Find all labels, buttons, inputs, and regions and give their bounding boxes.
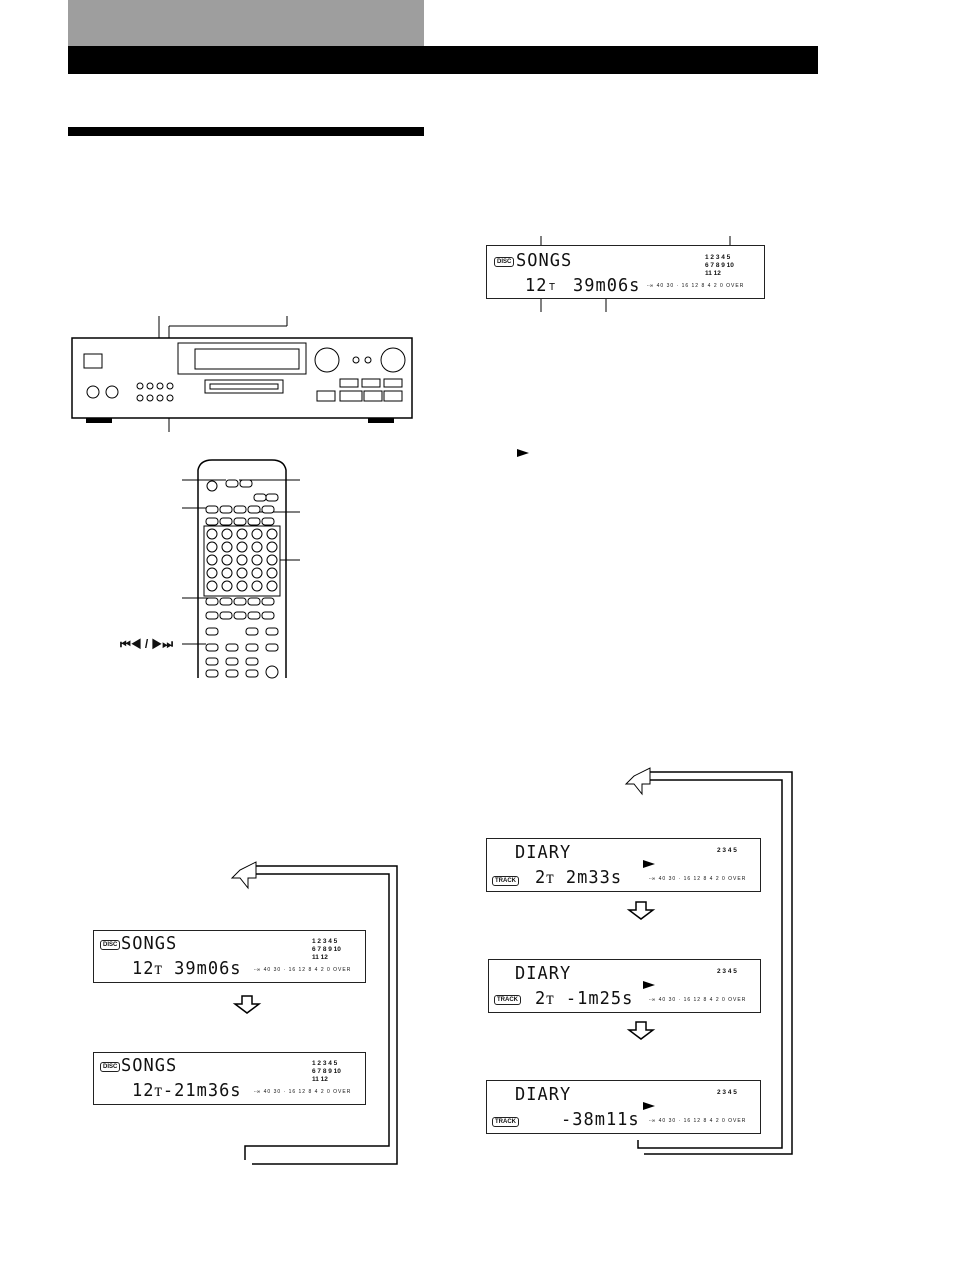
lcd-time-line: 2ᴛ 2m33s xyxy=(535,867,623,889)
lcd-track-unit: T xyxy=(549,282,557,293)
play-icon xyxy=(643,860,655,868)
lcd-time-line: 12ᴛ 39m06s xyxy=(132,958,242,980)
level-meter-scale: -∞ 40 30 · 16 12 8 4 2 0 OVER xyxy=(649,997,747,1003)
level-meter-scale: -∞ 40 30 · 16 12 8 4 2 0 OVER xyxy=(254,1089,352,1095)
level-meter-scale: -∞ 40 30 · 16 12 8 4 2 0 OVER xyxy=(254,967,352,973)
track-lcd-3 xyxy=(486,1080,761,1134)
lcd-title: DIARY xyxy=(515,963,572,985)
level-meter-scale: -∞ 40 30 · 16 12 8 4 2 0 OVER xyxy=(647,283,745,289)
disc-tag: DISC xyxy=(494,257,514,267)
lcd-title: SONGS xyxy=(121,1055,178,1077)
disc-tag: DISC xyxy=(100,940,120,950)
play-icon xyxy=(643,981,655,989)
lcd-track-count: 12 xyxy=(525,275,548,297)
lcd-time-line: 2ᴛ -1m25s xyxy=(535,988,634,1010)
lcd-track-grid: 2 3 4 5 xyxy=(717,968,737,975)
level-meter-scale: -∞ 40 30 · 16 12 8 4 2 0 OVER xyxy=(649,1118,747,1124)
track-lcd-2 xyxy=(488,959,761,1013)
lcd-track-grid: 2 3 4 5 xyxy=(717,847,737,854)
lcd-track-grid: 2 3 4 5 xyxy=(717,1089,737,1096)
lcd-title: DIARY xyxy=(515,842,572,864)
lcd-title: DIARY xyxy=(515,1084,572,1106)
track-tag: TRACK xyxy=(492,876,519,886)
lcd-title: SONGS xyxy=(121,933,178,955)
lcd-track-grid: 1 2 3 4 5 6 7 8 9 10 11 12 xyxy=(705,254,734,277)
lcd-time-line: -38m11s xyxy=(561,1109,640,1131)
play-icon xyxy=(643,1102,655,1110)
disc-tag: DISC xyxy=(100,1062,120,1072)
level-meter-scale: -∞ 40 30 · 16 12 8 4 2 0 OVER xyxy=(649,876,747,882)
lcd-track-grid: 1 2 3 4 5 6 7 8 9 10 11 12 xyxy=(312,1060,341,1083)
lcd-title: SONGS xyxy=(516,250,573,272)
track-tag: TRACK xyxy=(492,1117,519,1127)
track-lcd-1 xyxy=(486,838,761,892)
lcd-total-time: 39m06s xyxy=(573,275,641,297)
track-tag: TRACK xyxy=(494,995,521,1005)
lcd-track-grid: 1 2 3 4 5 6 7 8 9 10 11 12 xyxy=(312,938,341,961)
lcd-time-line: 12ᴛ-21m36s xyxy=(132,1080,242,1102)
skip-buttons-label: ⏮◀ / ▶⏭ xyxy=(120,637,174,651)
